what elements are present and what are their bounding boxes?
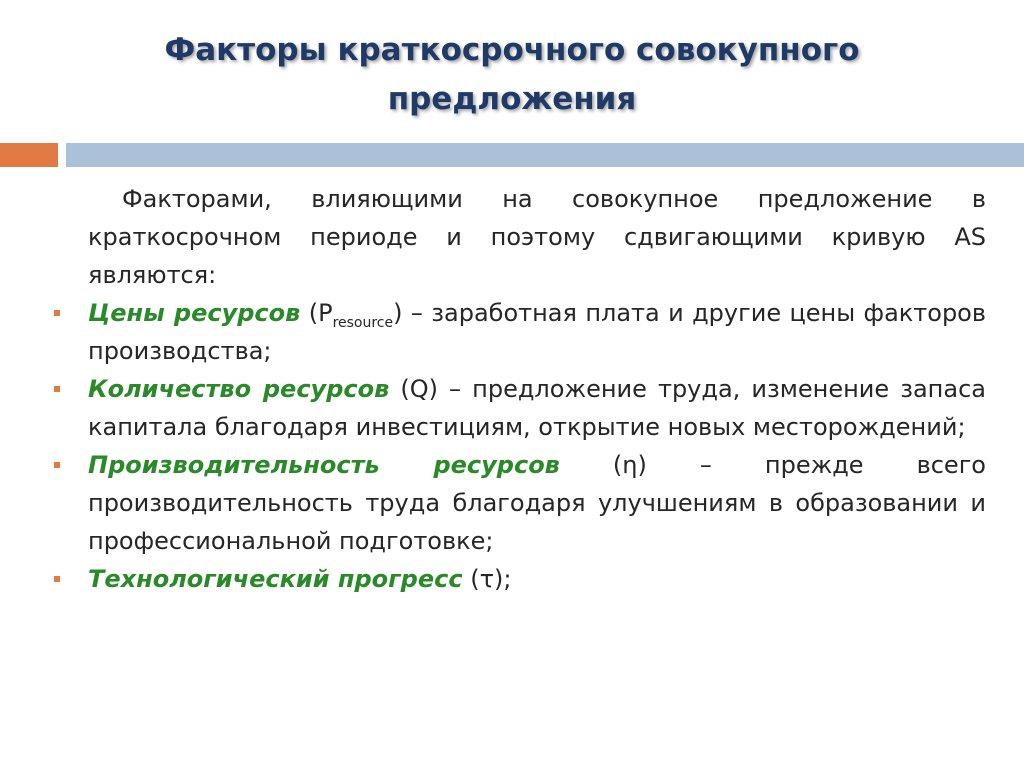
factor-description: – заработная плата и другие цены факторов производства; (88, 299, 987, 365)
factor-term: Технологический прогресс (88, 565, 463, 593)
factor-term: Цены ресурсов (88, 299, 301, 327)
slide-title (0, 26, 1024, 124)
accent-bar-blue (66, 143, 1024, 167)
list-item (88, 294, 986, 370)
factor-term: Количество ресурсов (88, 375, 390, 403)
slide-title-line2: предложения (387, 81, 637, 117)
factor-symbol-sub: resource (332, 314, 394, 331)
bullet-icon (54, 462, 60, 468)
factor-symbol: (τ) (462, 565, 504, 593)
list-item (88, 446, 986, 560)
intro-paragraph: Факторами, влияющими на совокупное предложение в краткосрочном периоде и поэтому сдвигающими кривую AS являются: (88, 185, 986, 289)
bullet-icon (54, 576, 60, 582)
accent-bar-orange (0, 143, 58, 167)
list-item (88, 370, 986, 446)
factor-description: – предложение труда, изменение запаса капитала благодаря инвестициям, открытие новых месторождений; (88, 375, 986, 441)
factor-description: – прежде всего производительность труда благодаря улучшениям в образовании и профессиональной подготовке; (88, 451, 986, 555)
bullet-icon (54, 386, 60, 392)
factor-symbol: (η) (559, 451, 647, 479)
slide-title-line1: Факторы краткосрочного совокупного (164, 32, 860, 68)
factor-description: ; (503, 565, 512, 593)
factor-symbol-open: (P (300, 299, 333, 327)
factor-symbol: (Q) (389, 375, 438, 403)
factor-symbol-close: ) (393, 299, 403, 327)
list-item (88, 560, 986, 598)
factor-term: Производительность ресурсов (88, 451, 560, 479)
slide-body (88, 180, 986, 598)
bullet-icon (54, 310, 60, 316)
